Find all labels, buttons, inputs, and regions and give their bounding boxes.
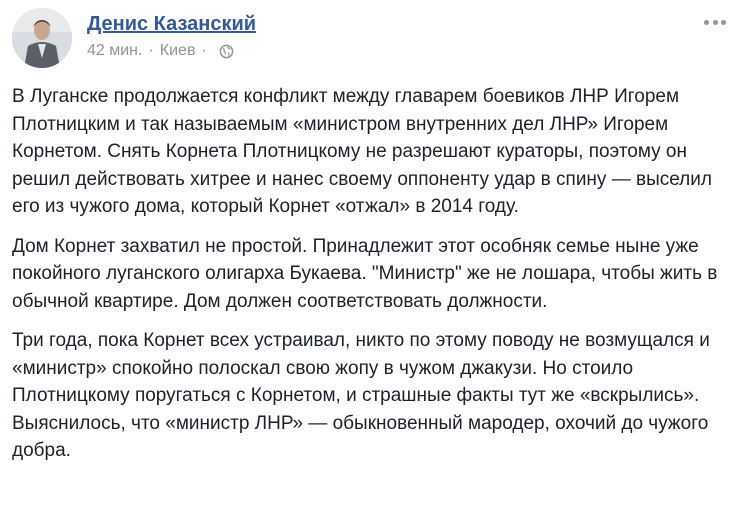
- more-dot: [704, 20, 709, 25]
- post-location[interactable]: Киев: [159, 42, 196, 59]
- author-name-link[interactable]: Денис Казанский: [87, 13, 257, 35]
- post-timestamp[interactable]: 42 мин.: [87, 42, 143, 59]
- profile-photo: [12, 8, 72, 68]
- post-paragraph: В Луганске продолжается конфликт между главарем боевиков ЛНР Игорем Плотницким и так называемым «министром внутренних дел ЛНР» Игорем Корнетом. Снять Корнета Плотницкому не разрешают кураторы, поэтому он решил действовать хитрее и нанес своему оппоненту удар в спину — выселил его из чужого дома, который Корнет «отжал» в 2014 году.: [12, 86, 712, 217]
- globe-icon[interactable]: [219, 44, 234, 59]
- meta-separator: ·: [201, 42, 207, 59]
- meta-separator: ·: [148, 42, 154, 59]
- avatar[interactable]: [12, 8, 72, 68]
- post-meta: [87, 41, 234, 61]
- post-paragraph: Три года, пока Корнет всех устраивал, никто по этому поводу не возмущался и «министр» спокойно полоскал свою жопу в чужом джакузи. Но стоило Плотницкому поругаться с Корнетом, и страшные факты тут же «вскрылись». Выяснилось, что «министр ЛНР» — обыкновенный мародер, охочий до чужого добра.: [12, 330, 710, 461]
- more-dot: [713, 20, 718, 25]
- post-paragraph: Дом Корнет захватил не простой. Принадлежит этот особняк семье ныне уже покойного луганского олигарха Букаева. "Министр" же не лошара, чтобы жить в обычной квартире. Дом должен соответствовать должности.: [12, 235, 718, 312]
- more-dot: [721, 20, 726, 25]
- more-options-icon[interactable]: [704, 12, 726, 32]
- post-body: [12, 83, 728, 477]
